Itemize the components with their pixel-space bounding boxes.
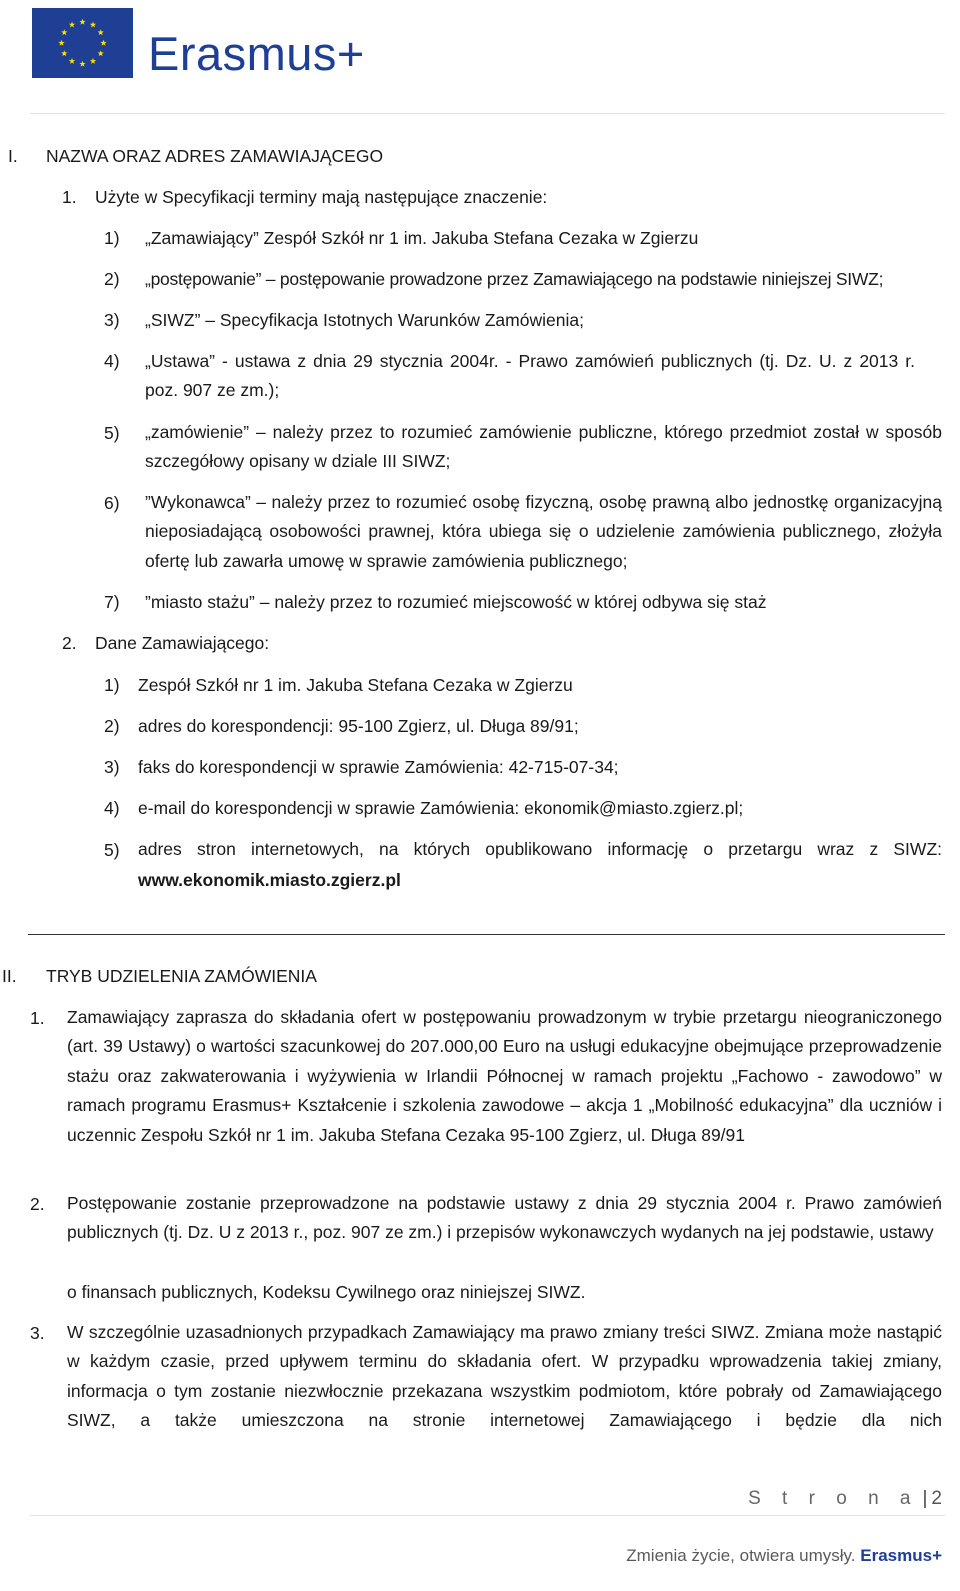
data-text: Zespół Szkół nr 1 im. Jakuba Stefana Cezaka w Zgierzu — [138, 675, 573, 695]
section-divider — [28, 934, 945, 935]
def-number: 5) — [104, 423, 120, 443]
slogan-brand: Erasmus+ — [860, 1546, 942, 1565]
item-number: 2. — [30, 1194, 45, 1214]
def-text: „SIWZ” – Specyfikacja Istotnych Warunków Zamówienia; — [145, 310, 584, 330]
footer-divider — [30, 1515, 945, 1516]
data-number: 2) — [104, 716, 120, 736]
def-text: „Ustawa” - ustawa z dnia 29 stycznia 2004r. - Prawo zamówień publicznych (tj. Dz. U. z 2013 r. poz. 907 ze zm.); — [145, 351, 915, 401]
eu-star-icon — [79, 19, 85, 25]
data-text: adres do korespondencji: 95-100 Zgierz, ul. Długa 89/91; — [138, 716, 579, 736]
section1-p2-text: Dane Zamawiającego: — [95, 633, 270, 653]
data-number: 4) — [104, 798, 120, 818]
item-text-continuation: o finansach publicznych, Kodeksu Cywilnego oraz niniejszej SIWZ. — [67, 1282, 586, 1302]
data-number: 5) — [104, 840, 120, 860]
section1-number: I. — [8, 146, 18, 166]
def-number: 7) — [104, 592, 120, 612]
footer-slogan — [626, 1546, 942, 1566]
def-text: „zamówienie” – należy przez to rozumieć zamówienie publiczne, którego przedmiot został w sposób szczegółowy opisany w dziale III SIWZ; — [145, 422, 942, 472]
item-text: Postępowanie zostanie przeprowadzone na podstawie ustawy z dnia 29 stycznia 2004 r. Prawo zamówień publicznych (tj. Dz. U z 2013 r., poz. 907 ze zm.) i przepisów wykonawczych wydanych na jej podstawie, ustawy — [67, 1193, 942, 1243]
def-number: 6) — [104, 493, 120, 513]
def-number: 2) — [104, 269, 120, 289]
eu-star-icon — [58, 40, 64, 46]
data-number: 1) — [104, 675, 120, 695]
def-text: ”Wykonawca” – należy przez to rozumieć osobę fizyczną, osobę prawną albo jednostkę organizacyjną nieposiadającą osobowości prawnej, która ubiega się o udzielenie zamówienia publicznego, złożyła ofertę lub zawarła umowę w sprawie zamówienia publicznego; — [145, 492, 942, 571]
eu-star-icon — [69, 22, 75, 28]
eu-star-icon — [61, 50, 67, 56]
def-text: „postępowanie” – postępowanie prowadzone przez Zamawiającego na podstawie niniejszej SIWZ; — [145, 269, 884, 289]
section1-p1-number: 1. — [62, 187, 77, 207]
page-label: S t r o n a — [748, 1488, 919, 1509]
item-number: 1. — [30, 1008, 45, 1028]
eu-star-icon — [79, 61, 85, 67]
eu-star-icon — [90, 22, 96, 28]
slogan-text: Zmienia życie, otwiera umysły. — [626, 1546, 856, 1565]
def-text: „Zamawiający” Zespół Szkół nr 1 im. Jakuba Stefana Cezaka w Zgierzu — [145, 228, 699, 248]
header-divider — [30, 113, 945, 114]
def-number: 4) — [104, 351, 120, 371]
section1-p2-number: 2. — [62, 633, 77, 653]
eu-star-icon — [61, 29, 67, 35]
eu-star-icon — [90, 58, 96, 64]
item-text: Zamawiający zaprasza do składania ofert w postępowaniu prowadzonym w trybie przetargu nieograniczonego (art. 39 Ustawy) o wartości szacunkowej do 207.000,00 Euro na usługi edukacyjne obejmujące przeprowadzenie stażu oraz zakwaterowania i wyżywienia w Irlandii Północnej w ramach projektu „Fachowo - zawodowo” w ramach programu Erasmus+ Kształcenie i szkolenia zawodowe – akcja 1 „Mobilność edukacyjna” dla uczniów i uczennic Zespołu Szkół nr 1 im. Jakuba Stefana Cezaka 95-100 Zgierz, ul. Długa 89/91 — [67, 1007, 942, 1145]
erasmus-logo-text: Erasmus+ — [148, 27, 365, 80]
eu-stars-icon — [32, 8, 133, 78]
eu-star-icon — [98, 29, 104, 35]
eu-star-icon — [98, 50, 104, 56]
data-text: e-mail do korespondencji w sprawie Zamówienia: ekonomik@miasto.zgierz.pl; — [138, 798, 744, 818]
section2-title: TRYB UDZIELENIA ZAMÓWIENIA — [46, 966, 317, 986]
data-number: 3) — [104, 757, 120, 777]
data-text: adres stron internetowych, na których opublikowano informację o przetargu wraz z SIWZ: — [138, 839, 942, 859]
def-number: 3) — [104, 310, 120, 330]
section2-number: II. — [2, 966, 17, 986]
item-text: W szczególnie uzasadnionych przypadkach Zamawiający ma prawo zmiany treści SIWZ. Zmiana może nastąpić w każdym czasie, przed upływem terminu do składania ofert. W przypadku wprowadzenia takiej zmiany, informacja o tym zostanie niezwłocznie przekazana wszystkim podmiotom, które pobrały od Zamawiającego SIWZ, a także umieszczona na stronie internetowej Zamawiającego i będzie dla nich — [67, 1322, 942, 1431]
website-link[interactable]: www.ekonomik.miasto.zgierz.pl — [138, 870, 401, 890]
section1-title: NAZWA ORAZ ADRES ZAMAWIAJĄCEGO — [46, 146, 384, 166]
eu-star-icon — [69, 58, 75, 64]
data-text: faks do korespondencji w sprawie Zamówienia: 42-715-07-34; — [138, 757, 619, 777]
page-number: S t r o n a | 2 — [748, 1488, 942, 1509]
eu-flag-logo — [32, 8, 133, 78]
item-number: 3. — [30, 1323, 45, 1343]
def-text: ”miasto stażu” – należy przez to rozumieć miejscowość w której odbywa się staż — [145, 592, 767, 612]
section1-p1-text: Użyte w Specyfikacji terminy mają następujące znaczenie: — [95, 187, 548, 207]
def-number: 1) — [104, 228, 120, 248]
page-number-value: 2 — [931, 1488, 942, 1509]
eu-star-icon — [100, 40, 106, 46]
